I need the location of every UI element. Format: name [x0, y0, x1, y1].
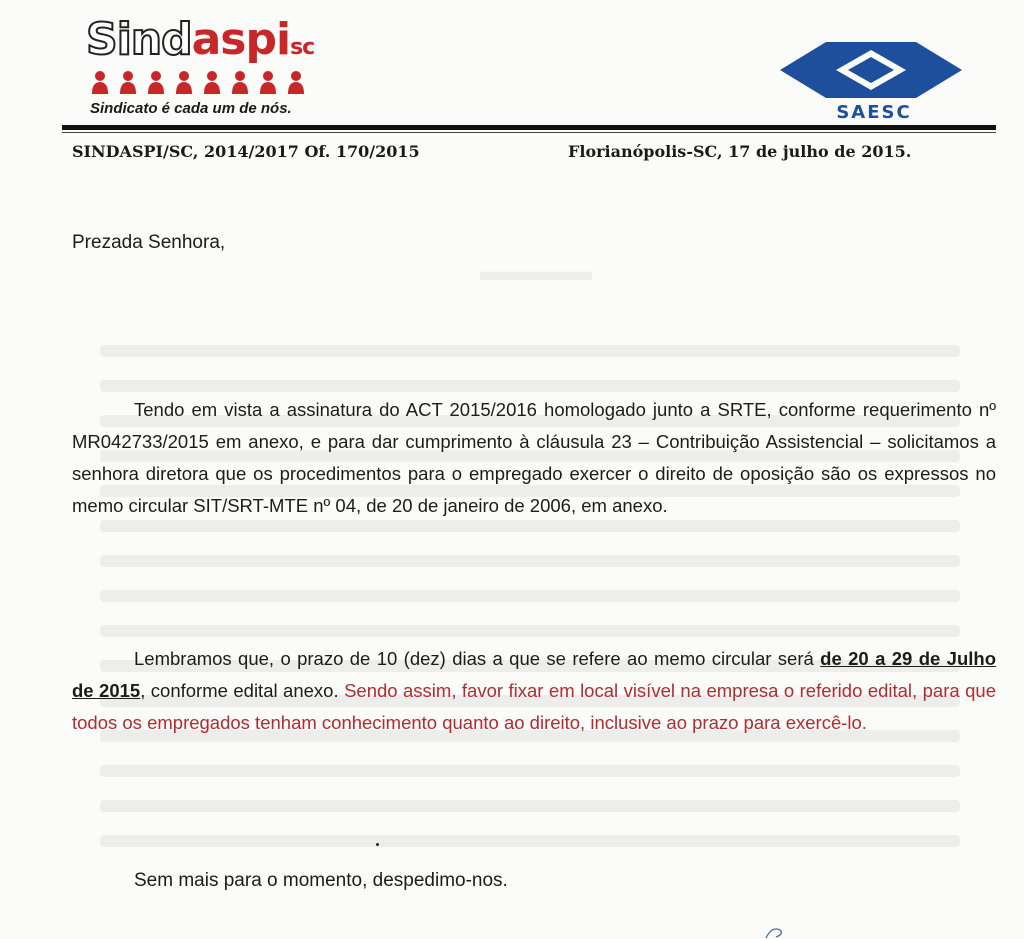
header-rule	[62, 125, 996, 130]
document-reference: SINDASPI/SC, 2014/2017 Of. 170/2015	[72, 142, 420, 161]
document-date: Florianópolis-SC, 17 de julho de 2015.	[568, 142, 912, 161]
deadline-highlight: de 20 a 29 de Julho de 2015	[72, 648, 996, 701]
sindaspi-tagline: Sindicato é cada um de nós.	[90, 100, 292, 117]
paragraph-2	[72, 643, 996, 739]
people-row-icon	[90, 70, 310, 96]
saesc-name: SAESC	[836, 102, 912, 123]
saesc-diamond-icon	[776, 40, 966, 102]
signature-fragment	[764, 926, 792, 939]
ink-dot	[376, 843, 379, 846]
header-rule-thin	[62, 132, 996, 133]
closing: Sem mais para o momento, despedimo-nos.	[134, 870, 508, 891]
salutation: Prezada Senhora,	[72, 232, 226, 253]
sindaspi-logo	[82, 14, 322, 124]
paragraph-2-middle: , conforme edital anexo.	[140, 680, 345, 701]
sindaspi-wordmark: Sindaspisc	[86, 14, 315, 65]
paragraph-1-text: Tendo em vista a assinatura do ACT 2015/2016 homologado junto a SRTE, conforme requerimento nº MR042733/2015 em anexo, e para dar cumprimento à cláusula 23 – Contribuição Assistencial – solicitamos a senhora diretora que os procedimentos para o empregado exercer o direito de oposição são os expressos no memo circular SIT/SRT-MTE nº 04, de 20 de janeiro de 2006, em anexo.	[72, 399, 996, 516]
saesc-logo	[776, 40, 966, 126]
paragraph-2-intro: Lembramos que, o prazo de 10 (dez) dias a que se refere ao memo circular será	[134, 648, 821, 669]
reverse-side-show-through: ▬▬▬▬	[100, 255, 980, 905]
paragraph-2-red-text: Sendo assim, favor fixar em local visível na empresa o referido edital, para que todos os empregados tenham conhecimento quanto ao direito, inclusive ao prazo para exercê-lo.	[72, 680, 996, 733]
paragraph-1	[72, 394, 996, 522]
